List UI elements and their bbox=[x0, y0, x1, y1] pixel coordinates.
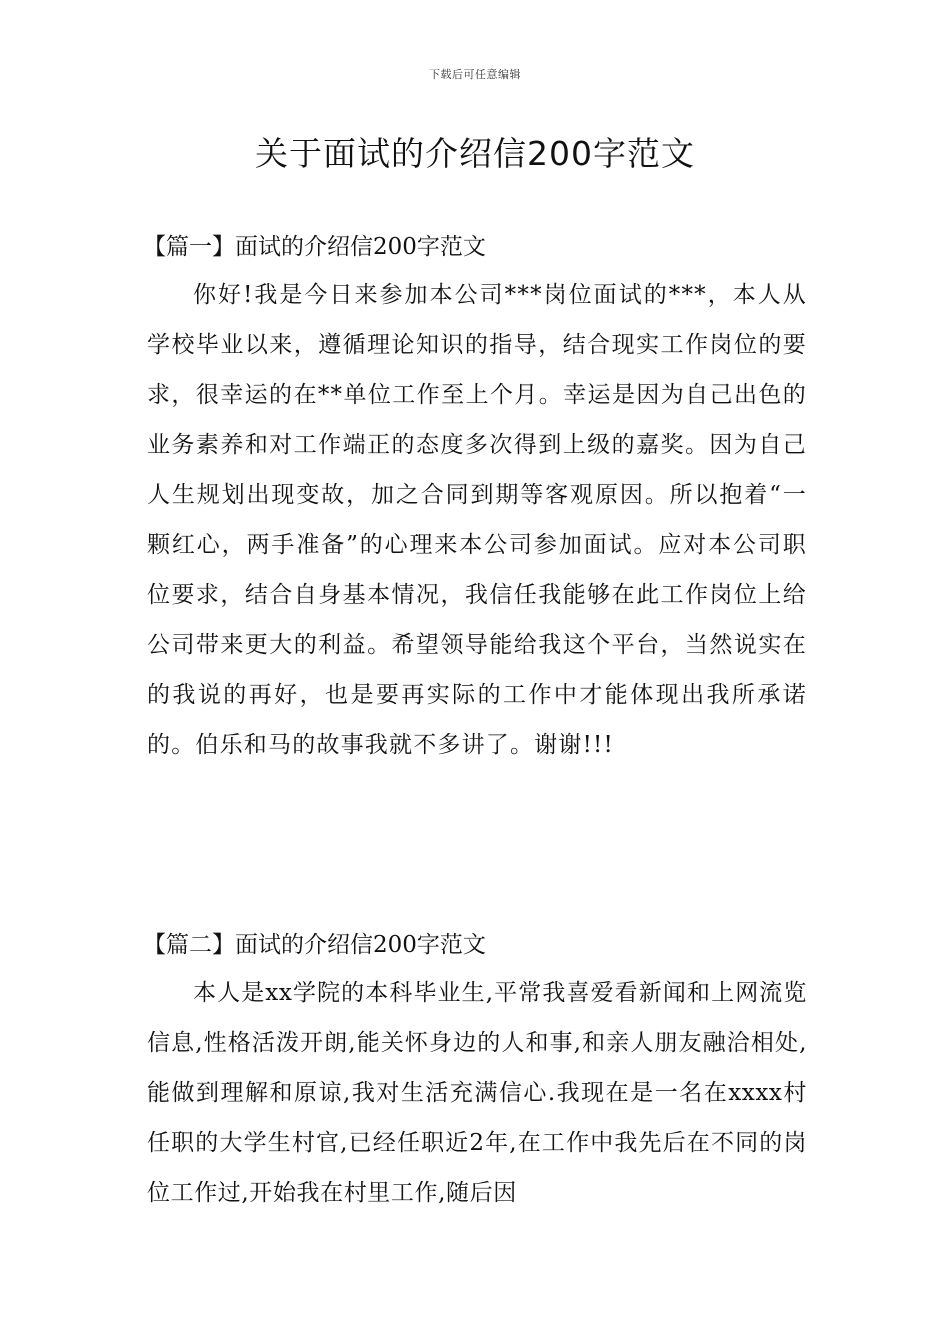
section-1 bbox=[143, 232, 807, 770]
section-2 bbox=[143, 930, 807, 1218]
section-2-heading: 【篇二】面试的介绍信200字范文 bbox=[143, 932, 486, 958]
section-1-heading: 【篇一】面试的介绍信200字范文 bbox=[143, 234, 486, 260]
document-title: 关于面试的介绍信200字范文 bbox=[255, 134, 695, 173]
section-2-body: 本人是xx学院的本科毕业生,平常我喜爱看新闻和上网流览信息,性格活泼开朗,能关怀身边的人和事,和亲人朋友融洽相处,能做到理解和原谅,我对生活充满信心.我现在是一名在xxxx村任职的大学生村官,已经任职近2年,在工作中我先后在不同的岗位工作过,开始我在村里工作,随后因 bbox=[147, 980, 807, 1206]
section-1-body: 你好!我是今日来参加本公司***岗位面试的***，本人从学校毕业以来，遵循理论知识的指导，结合现实工作岗位的要求，很幸运的在**单位工作至上个月。幸运是因为自己出色的业务素养和对工作端正的态度多次得到上级的嘉奖。因为自己人生规划出现变故，加之合同到期等客观原因。所以抱着“一颗红心，两手准备”的心理来本公司参加面试。应对本公司职位要求，结合自身基本情况，我信任我能够在此工作岗位上给公司带来更大的利益。希望领导能给我这个平台，当然说实在的我说的再好，也是要再实际的工作中才能体现出我所承诺的。伯乐和马的故事我就不多讲了。谢谢!!! bbox=[147, 282, 807, 758]
header-note: 下载后可任意编辑 bbox=[429, 68, 521, 81]
